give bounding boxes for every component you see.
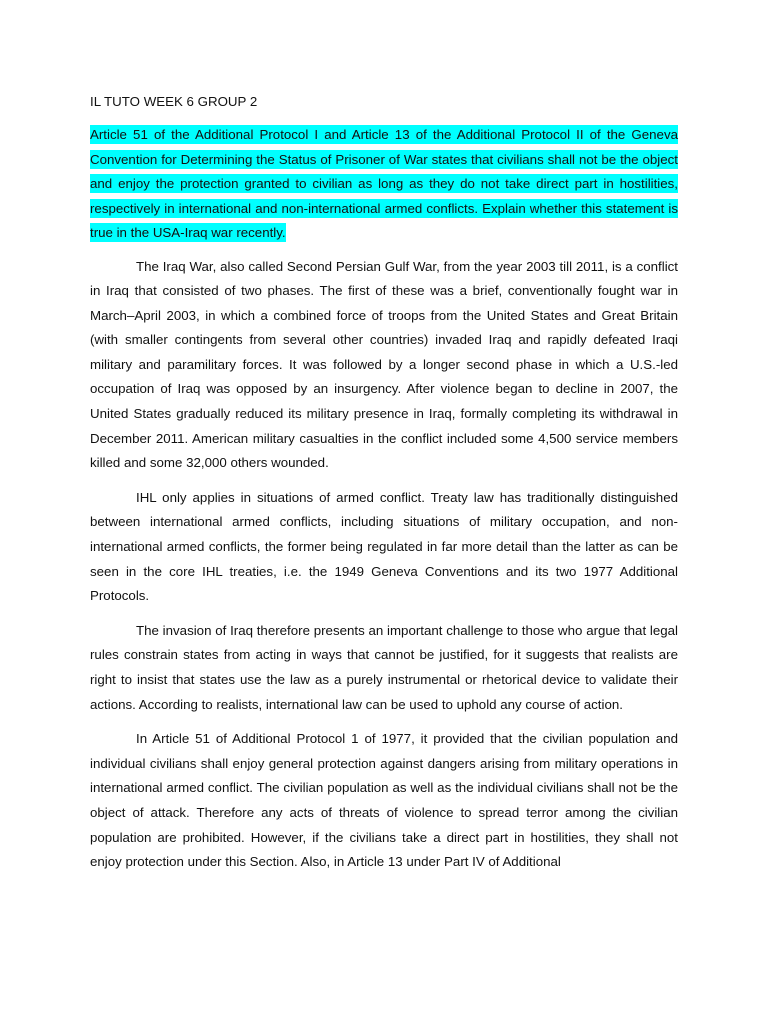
question-block [90, 123, 678, 246]
document-page [90, 90, 678, 885]
body-paragraph-iraq-war: The Iraq War, also called Second Persian Gulf War, from the year 2003 till 2011, is a conflict in Iraq that consisted of two phases. The first of these was a brief, conventionally fought war in March–April 2003, in which a combined force of troops from the United States and Great Britain (with smaller contingents from several other countries) invaded Iraq and rapidly defeated Iraqi military and paramilitary forces. It was followed by a longer second phase in which a U.S.-led occupation of Iraq was opposed by an insurgency. After violence began to decline in 2007, the United States gradually reduced its military presence in Iraq, formally completing its withdrawal in December 2011. American military casualties in the conflict included some 4,500 service members killed and some 32,000 others wounded. [90, 258, 678, 471]
body-paragraph-article-51: In Article 51 of Additional Protocol 1 of 1977, it provided that the civilian population and individual civilians shall enjoy general protection against dangers arising from military operations in international armed conflict. The civilian population as well as the individual civilians shall not be the object of attack. Therefore any acts of threats of violence to spread terror among the civilian population are prohibited. However, if the civilians take a direct part in hostilities, they shall not enjoy protection under this Section. Also, in Article 13 under Part IV of Additional [90, 731, 678, 870]
body-paragraph-ihl: IHL only applies in situations of armed conflict. Treaty law has traditionally distinguished between international armed conflicts, including situations of military occupation, and non-international armed conflicts, the former being regulated in far more detail than the latter as can be seen in the core IHL treaties, i.e. the 1949 Geneva Conventions and its two 1977 Additional Protocols. [90, 489, 678, 604]
body-paragraph-invasion: The invasion of Iraq therefore presents an important challenge to those who argue that legal rules constrain states from acting in ways that cannot be justified, for it suggests that realists are right to insist that states use the law as a purely instrumental or rhetorical device to validate their actions. According to realists, international law can be used to uphold any course of action. [90, 622, 678, 712]
highlighted-question-text: Article 51 of the Additional Protocol I and Article 13 of the Additional Protocol II of the Geneva Convention for Determining the Status of Prisoner of War states that civilians shall not be the object and enjoy the protection granted to civilian as long as they do not take direct part in hostilities, respectively in international and non-international armed conflicts. Explain whether this statement is true in the USA-Iraq war recently. [90, 127, 678, 240]
document-title: IL TUTO WEEK 6 GROUP 2 [90, 94, 258, 109]
